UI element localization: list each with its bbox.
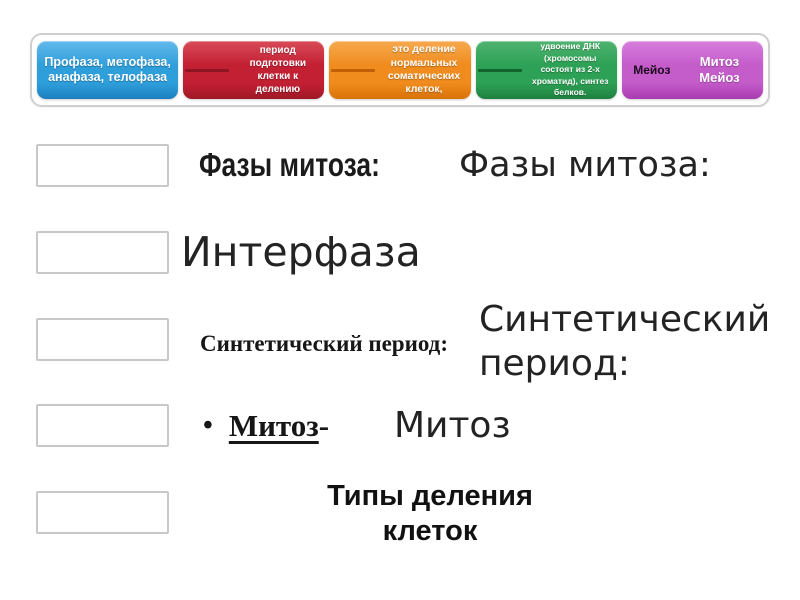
answer-card-text: Профаза, метофаза, анафаза, телофаза <box>44 54 171 84</box>
match-label-mitosis: Митоз <box>394 405 511 446</box>
drop-zone-4[interactable] <box>36 404 169 447</box>
answer-card-text: период подготовки клетки к делению <box>249 45 307 95</box>
drop-zone-5[interactable] <box>36 491 169 534</box>
match-label-phases: Фазы митоза: <box>459 145 711 185</box>
answer-card-text: это деление нормальных соматических клеток, <box>387 43 461 96</box>
struck-text-line <box>183 69 231 72</box>
answer-card-interphase-definition[interactable] <box>183 41 324 99</box>
clue-text-mitosis: • Митоз- <box>203 408 330 443</box>
drop-zone-1[interactable] <box>36 144 169 187</box>
answer-card-mitosis-definition[interactable] <box>329 41 470 99</box>
answer-card-tray <box>30 33 770 107</box>
drop-zone-3[interactable] <box>36 318 169 361</box>
clue-text-cell-division-types: Типы деления клеток <box>327 480 533 547</box>
struck-text-line <box>329 69 377 72</box>
match-label-interphase: Интерфаза <box>181 228 421 276</box>
clue-text-synthetic-period: Синтетический период: <box>200 331 448 356</box>
clue-text-phases: Фазы митоза: <box>199 146 380 183</box>
drop-zone-2[interactable] <box>36 231 169 274</box>
struck-text-line <box>476 69 524 72</box>
bullet-point: • <box>203 410 213 441</box>
answer-card-synthetic-period-definition[interactable] <box>476 41 617 99</box>
answer-card-text-light: Митоз Мейоз <box>699 53 740 85</box>
answer-card-text-dark: Мейоз <box>633 63 671 77</box>
answer-card-meiosis-mitosis[interactable] <box>622 41 763 99</box>
answer-card-text: удвоение ДНК (хромосомы состоят из 2-х хроматид), синтез белков. <box>531 41 609 98</box>
match-label-synthetic-period: Синтетический период: <box>479 299 771 384</box>
answer-card-phases[interactable] <box>37 41 178 99</box>
dash-suffix: - <box>318 408 330 443</box>
